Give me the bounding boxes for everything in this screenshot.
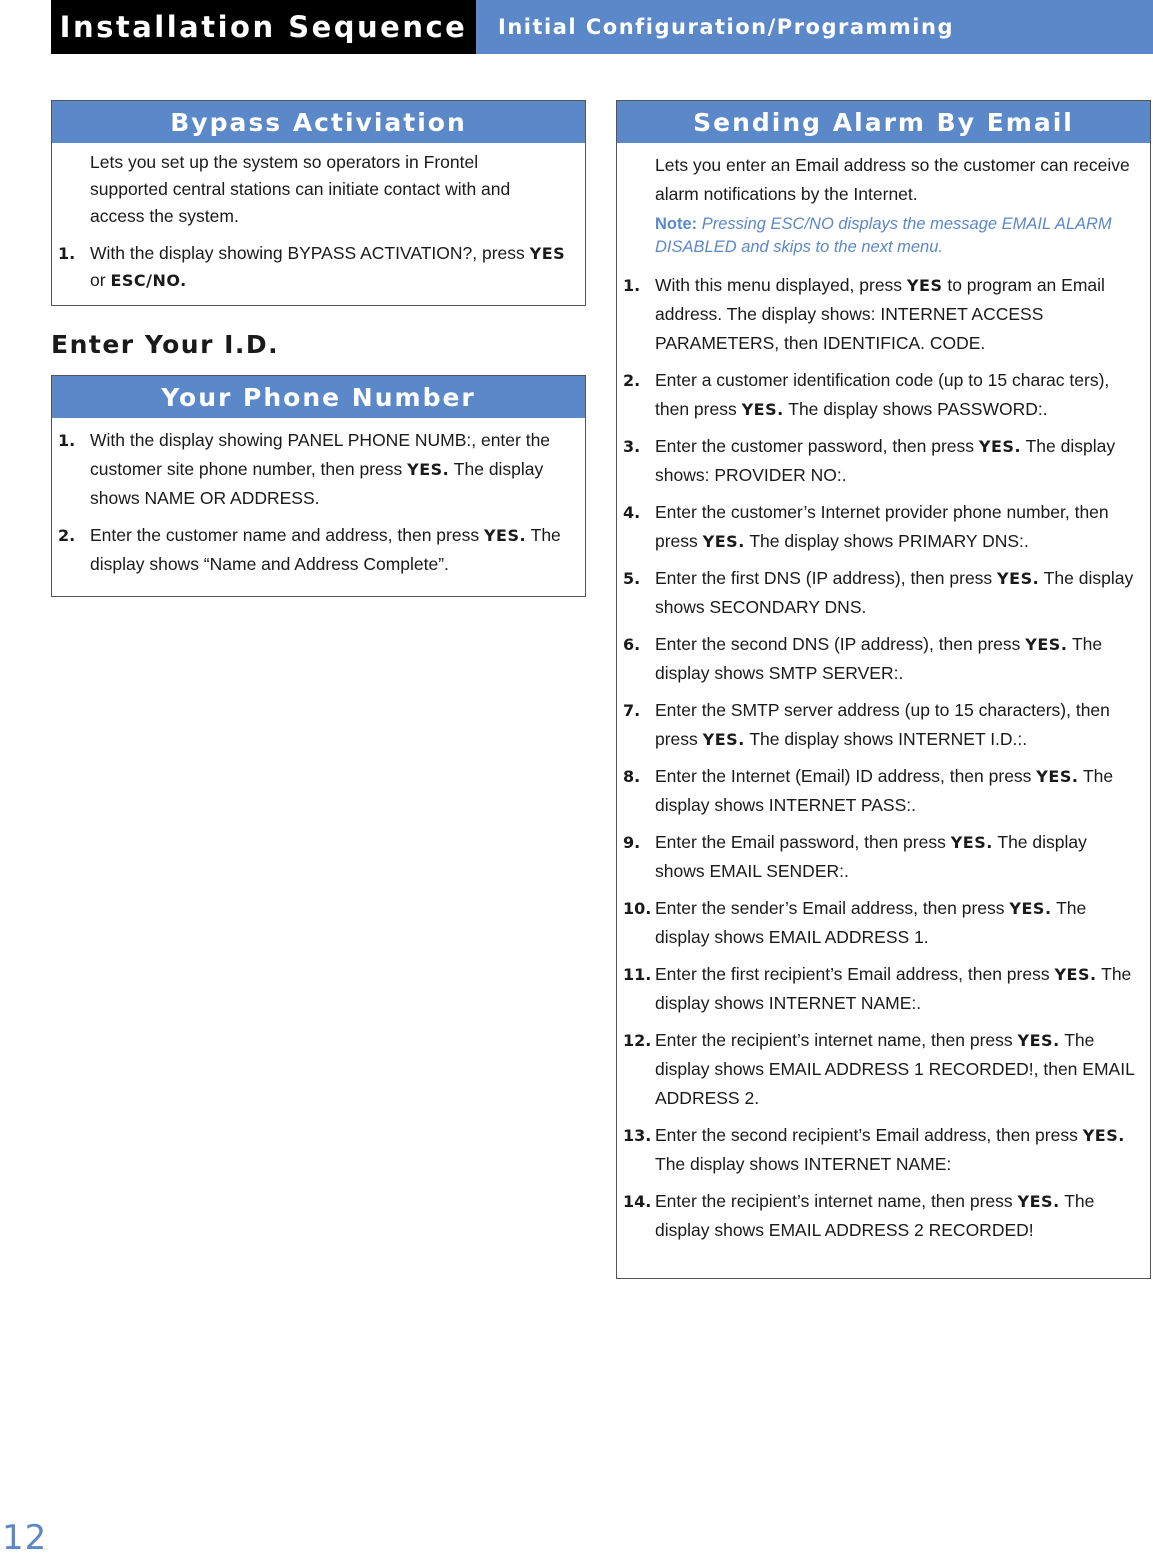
step-number: 1. bbox=[58, 244, 76, 263]
phone-number-box bbox=[51, 375, 586, 597]
yes-key: YES bbox=[906, 276, 943, 295]
email-intro: Lets you enter an Email address so the customer can receive alarm notifications by the Internet. bbox=[655, 155, 1130, 204]
step-text: Enter the customer’s Internet provider phone number, then press YES. The display shows PRIMARY DNS:. bbox=[655, 502, 1109, 551]
step-text: Enter the second recipient’s Email address, then press YES. The display shows INTERNET NAME: bbox=[655, 1125, 1125, 1174]
step-text: Enter a customer identification code (up to 15 charac ters), then press YES. The display shows PASSWORD:. bbox=[655, 370, 1110, 419]
step-number: 9. bbox=[623, 833, 641, 852]
yes-key: YES. bbox=[741, 400, 784, 419]
yes-key: YES. bbox=[702, 730, 745, 749]
step-number: 2. bbox=[623, 371, 641, 390]
step-number: 3. bbox=[623, 437, 641, 456]
step-text: Enter the first DNS (IP address), then press YES. The display shows SECONDARY DNS. bbox=[655, 568, 1134, 617]
step-number: 1. bbox=[58, 431, 76, 450]
step-text: Enter the customer name and address, then press YES. The display shows “Name and Address Complete”. bbox=[90, 525, 561, 574]
yes-key: YES. bbox=[1009, 899, 1052, 918]
step-text: Enter the customer password, then press YES. The display shows: PROVIDER NO:. bbox=[655, 436, 1116, 485]
bypass-intro: Lets you set up the system so operators in Frontel supported central stations can initiate contact with and access the system. bbox=[90, 152, 511, 226]
list-item bbox=[623, 696, 1136, 754]
step-number: 4. bbox=[623, 503, 641, 522]
bypass-activation-box bbox=[51, 100, 586, 306]
page-header bbox=[51, 0, 1153, 54]
list-item bbox=[623, 432, 1136, 490]
yes-key: YES. bbox=[1017, 1192, 1060, 1211]
step-text: Enter the Email password, then press YES. The display shows EMAIL SENDER:. bbox=[655, 832, 1087, 881]
list-item bbox=[623, 630, 1136, 688]
page-number: 12 bbox=[2, 1518, 48, 1558]
list-item bbox=[58, 426, 571, 513]
esc-no-key: ESC/NO. bbox=[110, 271, 187, 290]
yes-key: YES. bbox=[1082, 1126, 1125, 1145]
list-item bbox=[623, 1026, 1136, 1113]
bypass-activation-title: Bypass Activiation bbox=[52, 101, 585, 143]
step-number: 2. bbox=[58, 526, 76, 545]
list-item bbox=[623, 960, 1136, 1018]
step-text: Enter the first recipient’s Email address, then press YES. The display shows INTERNET NAME:. bbox=[655, 964, 1132, 1013]
email-alarm-box bbox=[616, 100, 1151, 1279]
step-number: 11. bbox=[623, 965, 652, 984]
email-alarm-title: Sending Alarm By Email bbox=[617, 101, 1150, 143]
list-item bbox=[623, 828, 1136, 886]
subsection-title: Initial Configuration/Programming bbox=[476, 0, 1153, 54]
step-text: Enter the second DNS (IP address), then press YES. The display shows SMTP SERVER:. bbox=[655, 634, 1103, 683]
phone-number-title: Your Phone Number bbox=[52, 376, 585, 418]
yes-key: YES. bbox=[997, 569, 1040, 588]
step-number: 6. bbox=[623, 635, 641, 654]
email-steps bbox=[623, 271, 1136, 1245]
step-number: 1. bbox=[623, 276, 641, 295]
step-number: 12. bbox=[623, 1031, 652, 1050]
note-label: Note: bbox=[655, 215, 698, 233]
step-text: Enter the SMTP server address (up to 15 characters), then press YES. The display shows INTERNET I.D.:. bbox=[655, 700, 1110, 749]
step-number: 10. bbox=[623, 899, 652, 918]
step-text: Enter the recipient’s internet name, then press YES. The display shows EMAIL ADDRESS 2 RECORDED! bbox=[655, 1191, 1095, 1240]
step-text: With the display showing PANEL PHONE NUMB:, enter the customer site phone number, then press YES. The display shows NAME OR ADDRESS. bbox=[90, 430, 551, 508]
list-item bbox=[623, 366, 1136, 424]
list-item bbox=[623, 271, 1136, 358]
step-text: With the display showing BYPASS ACTIVATION?, press YES or ESC/NO. bbox=[90, 243, 566, 290]
list-item bbox=[623, 762, 1136, 820]
list-item bbox=[623, 564, 1136, 622]
step-number: 13. bbox=[623, 1126, 652, 1145]
yes-key: YES. bbox=[702, 532, 745, 551]
yes-key: YES. bbox=[483, 526, 527, 545]
step-number: 14. bbox=[623, 1192, 652, 1211]
yes-key: YES. bbox=[950, 833, 993, 852]
step-number: 7. bbox=[623, 701, 641, 720]
step-text: With this menu displayed, press YES to program an Email address. The display shows: INTERNET ACCESS PARAMETERS, then IDENTIFICA. CODE. bbox=[655, 275, 1105, 353]
list-item bbox=[623, 1187, 1136, 1245]
yes-key: YES. bbox=[1017, 1031, 1060, 1050]
enter-id-heading: Enter Your I.D. bbox=[51, 330, 280, 359]
yes-key: YES. bbox=[407, 460, 450, 479]
list-item bbox=[623, 1121, 1136, 1179]
email-note bbox=[623, 213, 1136, 259]
step-text: Enter the recipient’s internet name, then press YES. The display shows EMAIL ADDRESS 1 RECORDED!, then EMAIL ADDRESS 2. bbox=[655, 1030, 1135, 1108]
list-item bbox=[58, 521, 571, 579]
list-item bbox=[623, 498, 1136, 556]
yes-key: YES bbox=[529, 244, 566, 263]
list-item bbox=[623, 894, 1136, 952]
step-number: 8. bbox=[623, 767, 641, 786]
list-item bbox=[58, 240, 571, 294]
yes-key: YES. bbox=[1054, 965, 1097, 984]
yes-key: YES. bbox=[1036, 767, 1079, 786]
note-text: Pressing ESC/NO displays the message EMAIL ALARM DISABLED and skips to the next menu. bbox=[655, 215, 1112, 256]
yes-key: YES. bbox=[1025, 635, 1068, 654]
step-text: Enter the sender’s Email address, then press YES. The display shows EMAIL ADDRESS 1. bbox=[655, 898, 1087, 947]
step-text: Enter the Internet (Email) ID address, then press YES. The display shows INTERNET PASS:. bbox=[655, 766, 1114, 815]
step-number: 5. bbox=[623, 569, 641, 588]
phone-steps bbox=[58, 426, 571, 579]
bypass-steps bbox=[58, 240, 571, 294]
yes-key: YES. bbox=[978, 437, 1022, 456]
section-title: Installation Sequence bbox=[51, 0, 476, 54]
